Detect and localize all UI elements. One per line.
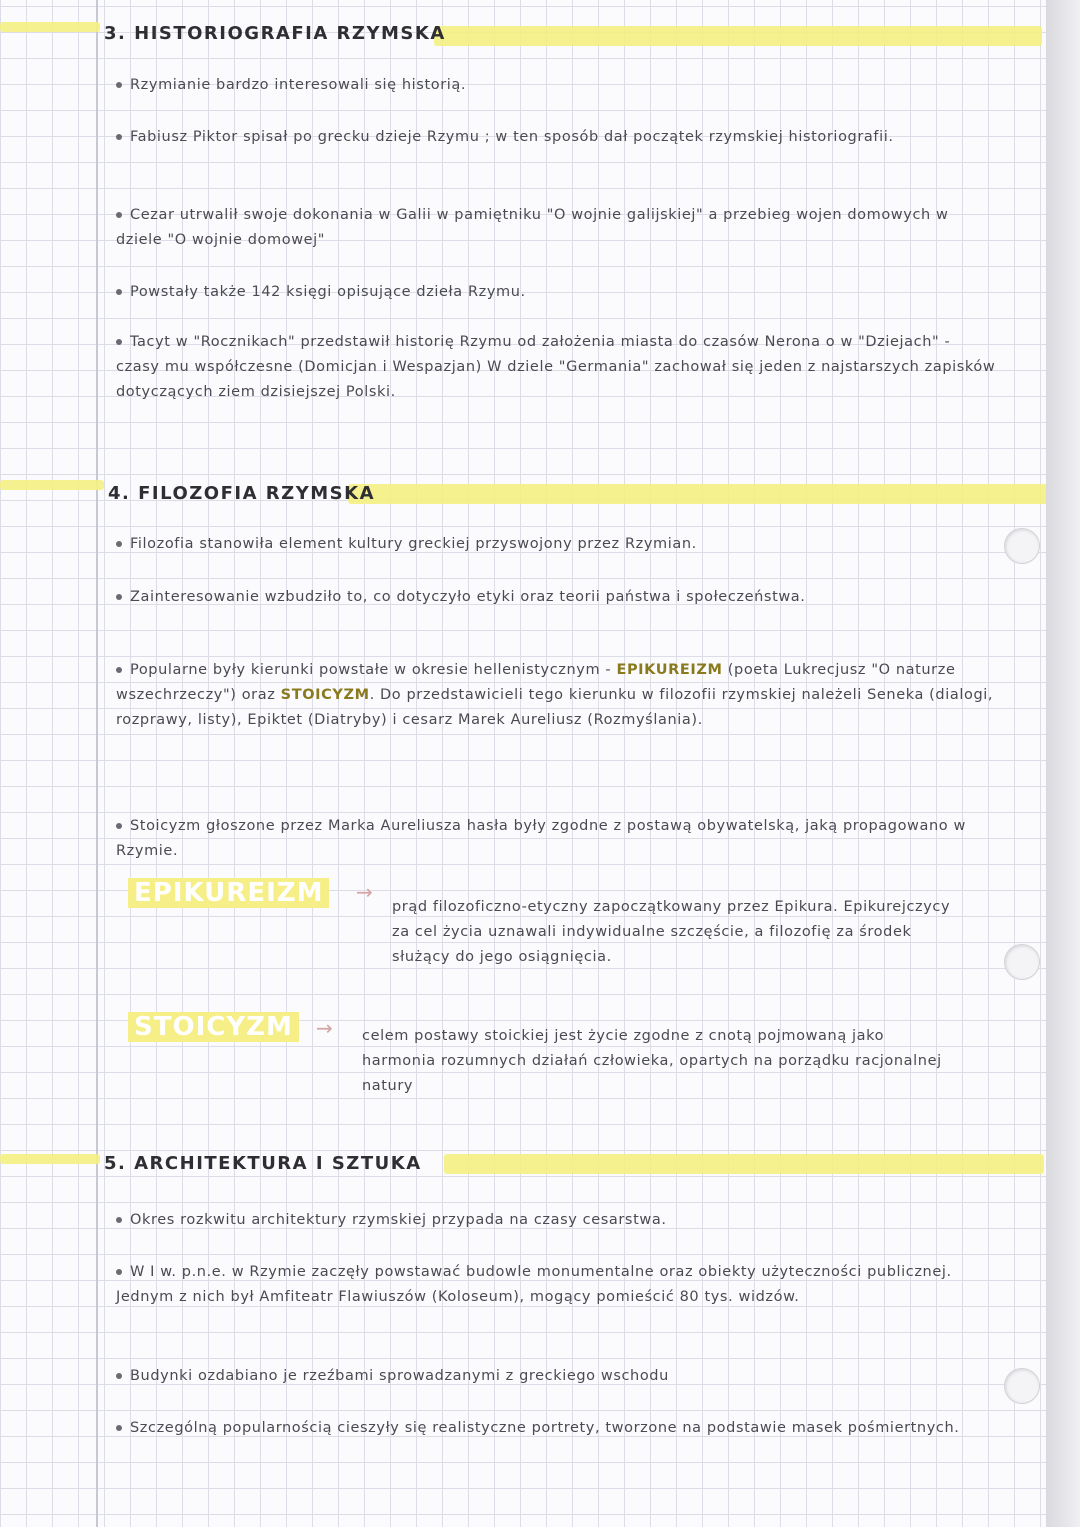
stoicism-label: STOICYZM (128, 1012, 299, 1042)
stoicism-definition: celem postawy stoickiej jest życie zgodne z cnotą pojmowaną jako harmonia rozumnych działań człowieka, opartych na porządku racjonalnej natury (362, 1028, 942, 1094)
bullet-icon (116, 339, 122, 345)
section-5-title: 5. ARCHITEKTURA I SZTUKA (104, 1152, 422, 1174)
arrow-right-icon: → (356, 880, 373, 904)
binder-hole-icon (1004, 528, 1040, 564)
list-item: W I w. p.n.e. w Rzymie zaczęły powstawać budowle monumentalne oraz obiekty użyteczności publicznej. Jednym z nich był Amfiteatr Flawiuszów (Koloseum), mogący pomieścić 80 tys. widzów. (116, 1264, 952, 1305)
bullet-icon (116, 667, 122, 673)
epicureanism-term: EPIKUREIZM (616, 662, 723, 678)
list-item: Stoicyzm głoszone przez Marka Aureliusza hasła były zgodne z postawą obywatelską, jaką propagowano w Rzymie. (116, 818, 966, 859)
stoicism-term: STOICYZM (280, 687, 370, 703)
bullet-icon (116, 1217, 122, 1223)
list-item: Szczególną popularnością cieszyły się realistyczne portrety, tworzone na podstawie masek pośmiertnych. (116, 1416, 996, 1441)
heading-highlight (444, 1154, 1044, 1174)
section-4-heading (108, 476, 375, 510)
section-5-heading (104, 1146, 422, 1180)
bullet-icon (116, 541, 122, 547)
binder-hole-icon (1004, 944, 1040, 980)
section-3-title: 3. HISTORIOGRAFIA RZYMSKA (104, 22, 446, 44)
heading-highlight (348, 484, 1046, 504)
list-item: Filozofia stanowiła element kultury greckiej przyswojony przez Rzymian. (116, 532, 996, 557)
heading-highlight (434, 26, 1042, 46)
list-item: Rzymianie bardzo interesowali się historią. (116, 73, 996, 98)
list-item: Zainteresowanie wzbudziło to, co dotyczyło etyki oraz teorii państwa i społeczeństwa. (116, 585, 996, 610)
list-item: Powstały także 142 księgi opisujące dzieła Rzymu. (116, 280, 996, 305)
heading-highlight (0, 1154, 100, 1164)
bullet-icon (116, 289, 122, 295)
bullet-icon (116, 134, 122, 140)
page-edge-shadow (1046, 0, 1080, 1527)
bullet-icon (116, 1425, 122, 1431)
heading-highlight (0, 480, 104, 490)
list-item-popular-schools: Popularne były kierunki powstałe w okresie hellenistycznym - EPIKUREIZM (poeta Lukrecjusz "O naturze wszechrzeczy") oraz STOICYZM. Do przedstawicieli tego kierunku w filozofii rzymskiej należeli Seneka (dialogi, rozprawy, listy), Epiktet (Diatryby) i cesarz Marek Aureliusz (Rozmyślania). (116, 662, 994, 728)
list-item: Okres rozkwitu architektury rzymskiej przypada na czasy cesarstwa. (116, 1208, 996, 1233)
list-item: Cezar utrwalił swoje dokonania w Galii w pamiętniku "O wojnie galijskiej" a przebieg wojen domowych w dziele "O wojnie domowej" (116, 207, 949, 248)
bullet-icon (116, 1373, 122, 1379)
bullet-icon (116, 82, 122, 88)
bullet-icon (116, 594, 122, 600)
list-item: Tacyt w "Rocznikach" przedstawił historię Rzymu od założenia miasta do czasów Nerona o w "Dziejach" - czasy mu współczesne (Domicjan i Wespazjan) W dziele "Germania" zachował się jeden z najstarszych zapisków dotyczących ziem dzisiejszej Polski. (116, 334, 996, 400)
section-3-heading (104, 16, 446, 50)
section-4-title: 4. FILOZOFIA RZYMSKA (108, 482, 375, 504)
epicureanism-definition: prąd filozoficzno-etyczny zapoczątkowany przez Epikura. Epikurejczycy za cel życia uznawali indywidualne szczęście, a filozofię za środek służący do jego osiągnięcia. (392, 899, 951, 965)
binder-hole-icon (1004, 1368, 1040, 1404)
list-item: Budynki ozdabiano je rzeźbami sprowadzanymi z greckiego wschodu (116, 1364, 996, 1389)
bullet-icon (116, 212, 122, 218)
bullet-icon (116, 823, 122, 829)
arrow-right-icon: → (316, 1016, 333, 1040)
heading-highlight (0, 22, 100, 32)
margin-line (96, 0, 98, 1527)
epicureanism-label: EPIKUREIZM (128, 878, 329, 908)
list-item: Fabiusz Piktor spisał po grecku dzieje Rzymu ; w ten sposób dał początek rzymskiej historiografii. (116, 125, 986, 150)
bullet-icon (116, 1269, 122, 1275)
